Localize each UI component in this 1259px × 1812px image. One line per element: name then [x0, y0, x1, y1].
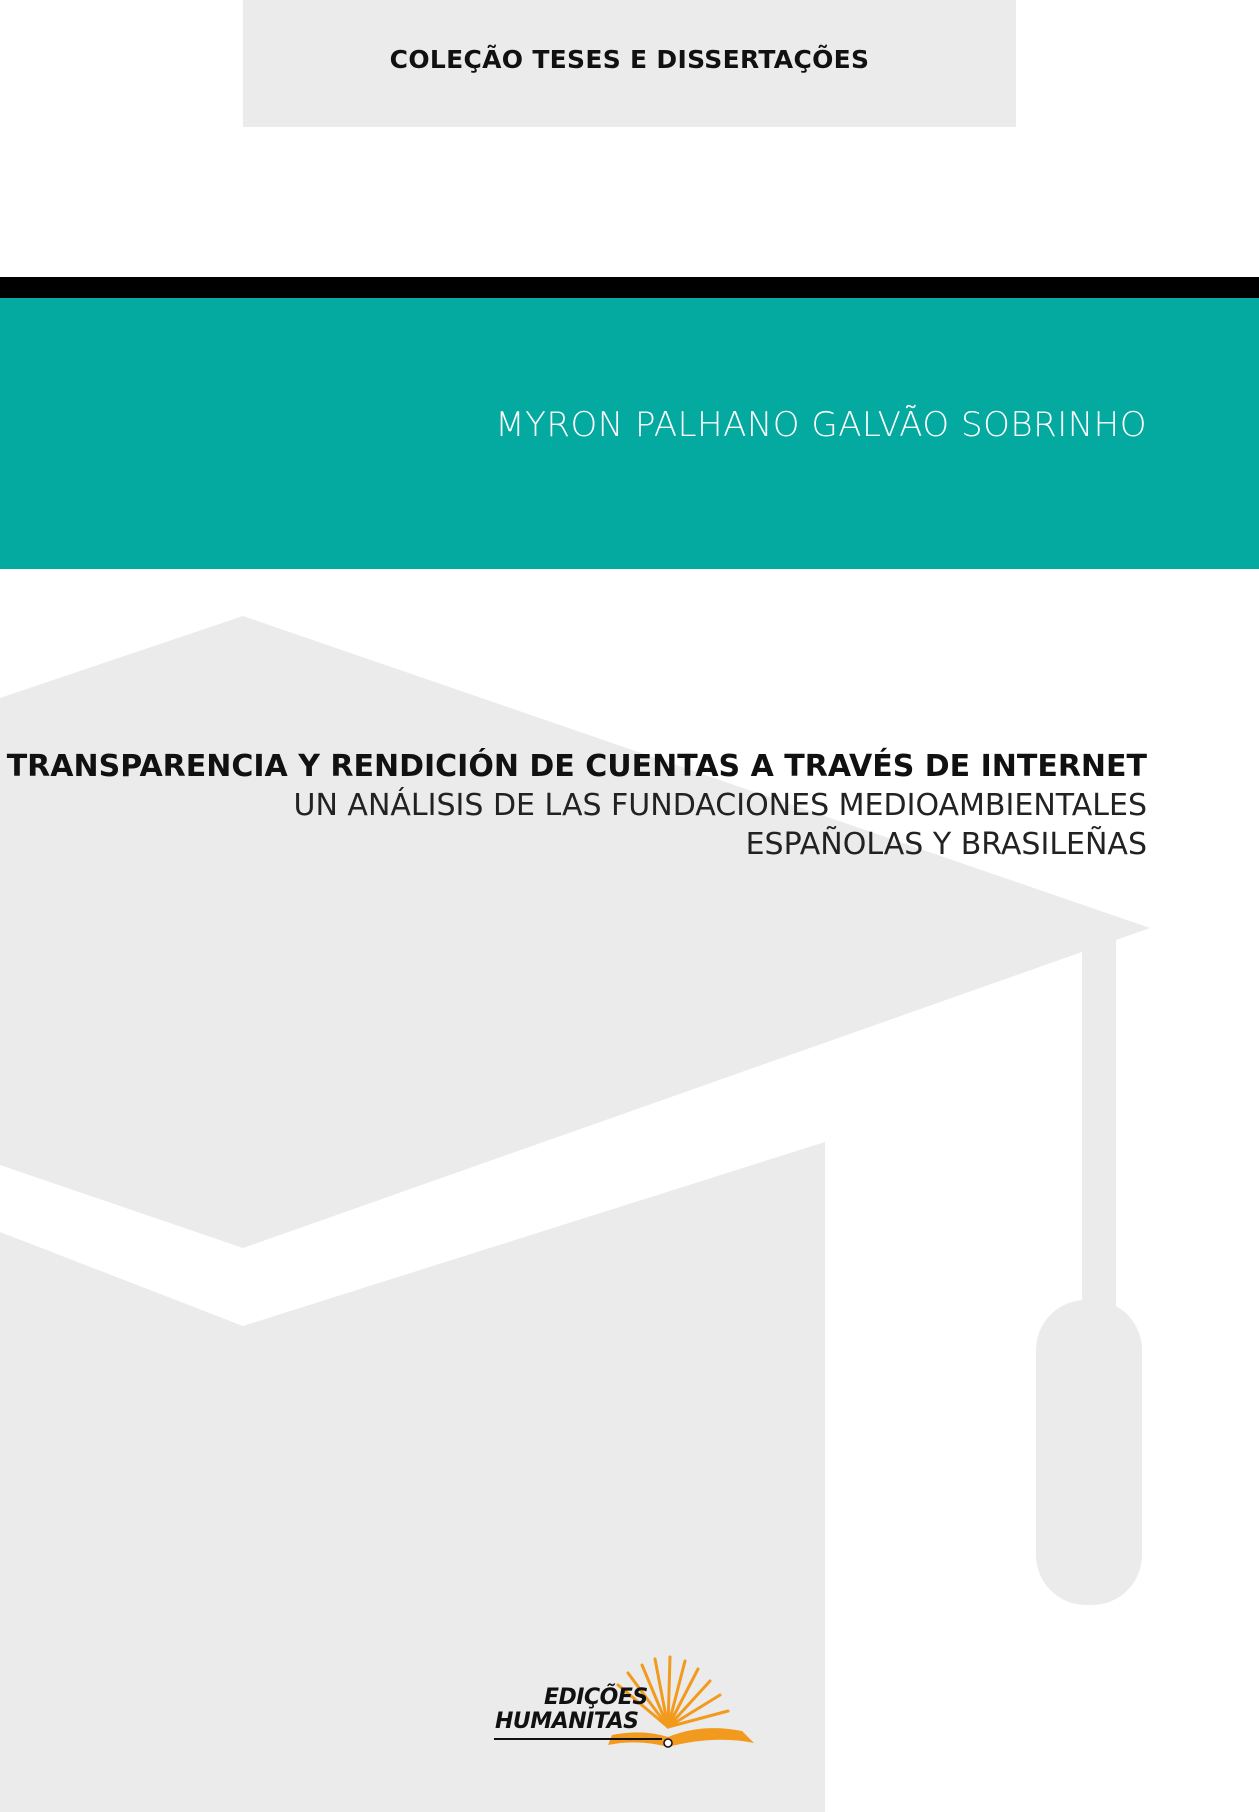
collection-label: COLEÇÃO TESES E DISSERTAÇÕES — [389, 45, 870, 74]
publisher-logo — [492, 1655, 768, 1750]
book-subtitle-line1: UN ANÁLISIS DE LAS FUNDACIONES MEDIOAMBIENTALES — [293, 788, 1147, 823]
collection-banner — [243, 0, 1016, 127]
divider-bar — [0, 277, 1259, 298]
publisher-name-line2: HUMANITAS — [495, 1709, 639, 1734]
author-name: MYRON PALHANO GALVÃO SOBRINHO — [495, 405, 1147, 445]
book-title: TRANSPARENCIA Y RENDICIÓN DE CUENTAS A TRAVÉS DE INTERNET — [6, 749, 1147, 784]
title-block — [7, 748, 1147, 864]
publisher-name-line1: EDIÇÕES — [544, 1685, 648, 1710]
book-subtitle-line2: ESPAÑOLAS Y BRASILEÑAS — [745, 827, 1147, 862]
